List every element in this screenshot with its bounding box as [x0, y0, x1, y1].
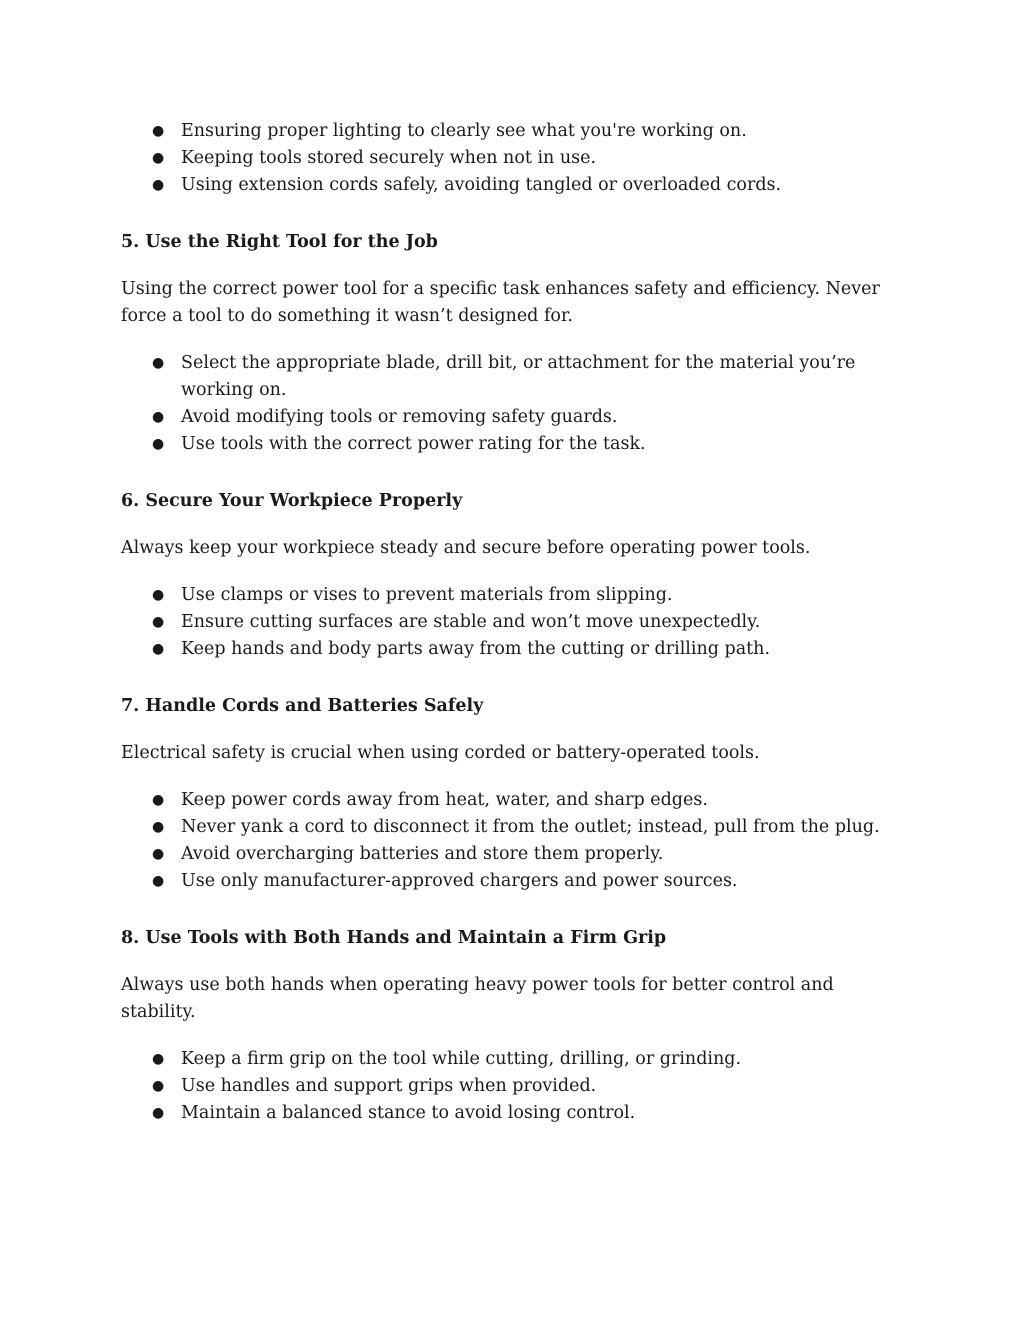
bullet-icon: ●	[152, 355, 165, 371]
list-item	[121, 1046, 911, 1073]
section-cords-batteries	[121, 693, 911, 895]
bullet-icon: ●	[152, 1078, 165, 1094]
bullet-icon: ●	[152, 873, 165, 889]
bullet-icon: ●	[152, 846, 165, 862]
document-page	[121, 118, 911, 1127]
section-heading: 7. Handle Cords and Batteries Safely	[121, 696, 484, 716]
list-item-text: Keep hands and body parts away from the cutting or drilling path.	[181, 639, 771, 659]
list-item-text: Maintain a balanced stance to avoid losing control.	[181, 1103, 636, 1123]
list-item-text: Never yank a cord to disconnect it from the outlet; instead, pull from the plug.	[181, 817, 880, 837]
list-item	[121, 118, 911, 145]
list-item-text: Avoid modifying tools or removing safety guards.	[181, 407, 618, 427]
bullet-icon: ●	[152, 614, 165, 630]
bullet-icon: ●	[152, 641, 165, 657]
section-heading: 5. Use the Right Tool for the Job	[121, 232, 438, 252]
list-item-text: Avoid overcharging batteries and store them properly.	[181, 844, 664, 864]
list-item-text: Use tools with the correct power rating for the task.	[181, 434, 646, 454]
bullet-icon: ●	[152, 123, 165, 139]
list-item-text: Ensure cutting surfaces are stable and won’t move unexpectedly.	[181, 612, 761, 632]
bullet-icon: ●	[152, 1105, 165, 1121]
section-intro: Always use both hands when operating heavy power tools for better control and stability.	[121, 975, 834, 1022]
list-item-text: Ensuring proper lighting to clearly see what you're working on.	[181, 121, 747, 141]
section-right-tool	[121, 229, 911, 458]
list-item	[121, 814, 911, 841]
list-item-text: Keep power cords away from heat, water, and sharp edges.	[181, 790, 708, 810]
list-item	[121, 431, 911, 458]
list-item	[121, 868, 911, 895]
bullet-icon: ●	[152, 819, 165, 835]
bullet-icon: ●	[152, 1051, 165, 1067]
section-intro: Electrical safety is crucial when using corded or battery-operated tools.	[121, 743, 760, 763]
top-bullet-list	[121, 118, 911, 199]
list-item	[121, 350, 911, 404]
list-item-text: Select the appropriate blade, drill bit, or attachment for the material you’re working on.	[181, 353, 856, 400]
list-item	[121, 1100, 911, 1127]
section-bullet-list	[121, 350, 911, 458]
list-item	[121, 582, 911, 609]
list-item-text: Keeping tools stored securely when not in use.	[181, 148, 597, 168]
list-item	[121, 172, 911, 199]
section-intro: Always keep your workpiece steady and secure before operating power tools.	[121, 538, 811, 558]
list-item-text: Keep a firm grip on the tool while cutting, drilling, or grinding.	[181, 1049, 742, 1069]
list-item	[121, 145, 911, 172]
section-intro: Using the correct power tool for a specific task enhances safety and efficiency. Never force a tool to do something it wasn’t designed for.	[121, 279, 880, 326]
section-bullet-list	[121, 582, 911, 663]
section-heading: 8. Use Tools with Both Hands and Maintain a Firm Grip	[121, 928, 667, 948]
bullet-icon: ●	[152, 150, 165, 166]
bullet-icon: ●	[152, 436, 165, 452]
section-bullet-list	[121, 787, 911, 895]
list-item	[121, 787, 911, 814]
bullet-icon: ●	[152, 409, 165, 425]
list-item	[121, 609, 911, 636]
bullet-icon: ●	[152, 587, 165, 603]
list-item-text: Using extension cords safely, avoiding tangled or overloaded cords.	[181, 175, 782, 195]
list-item	[121, 636, 911, 663]
section-both-hands	[121, 925, 911, 1127]
list-item	[121, 841, 911, 868]
list-item-text: Use only manufacturer-approved chargers and power sources.	[181, 871, 738, 891]
list-item-text: Use handles and support grips when provided.	[181, 1076, 597, 1096]
list-item-text: Use clamps or vises to prevent materials from slipping.	[181, 585, 673, 605]
section-heading: 6. Secure Your Workpiece Properly	[121, 491, 463, 511]
list-item	[121, 404, 911, 431]
bullet-icon: ●	[152, 177, 165, 193]
section-bullet-list	[121, 1046, 911, 1127]
bullet-icon: ●	[152, 792, 165, 808]
list-item	[121, 1073, 911, 1100]
section-secure-workpiece	[121, 488, 911, 663]
